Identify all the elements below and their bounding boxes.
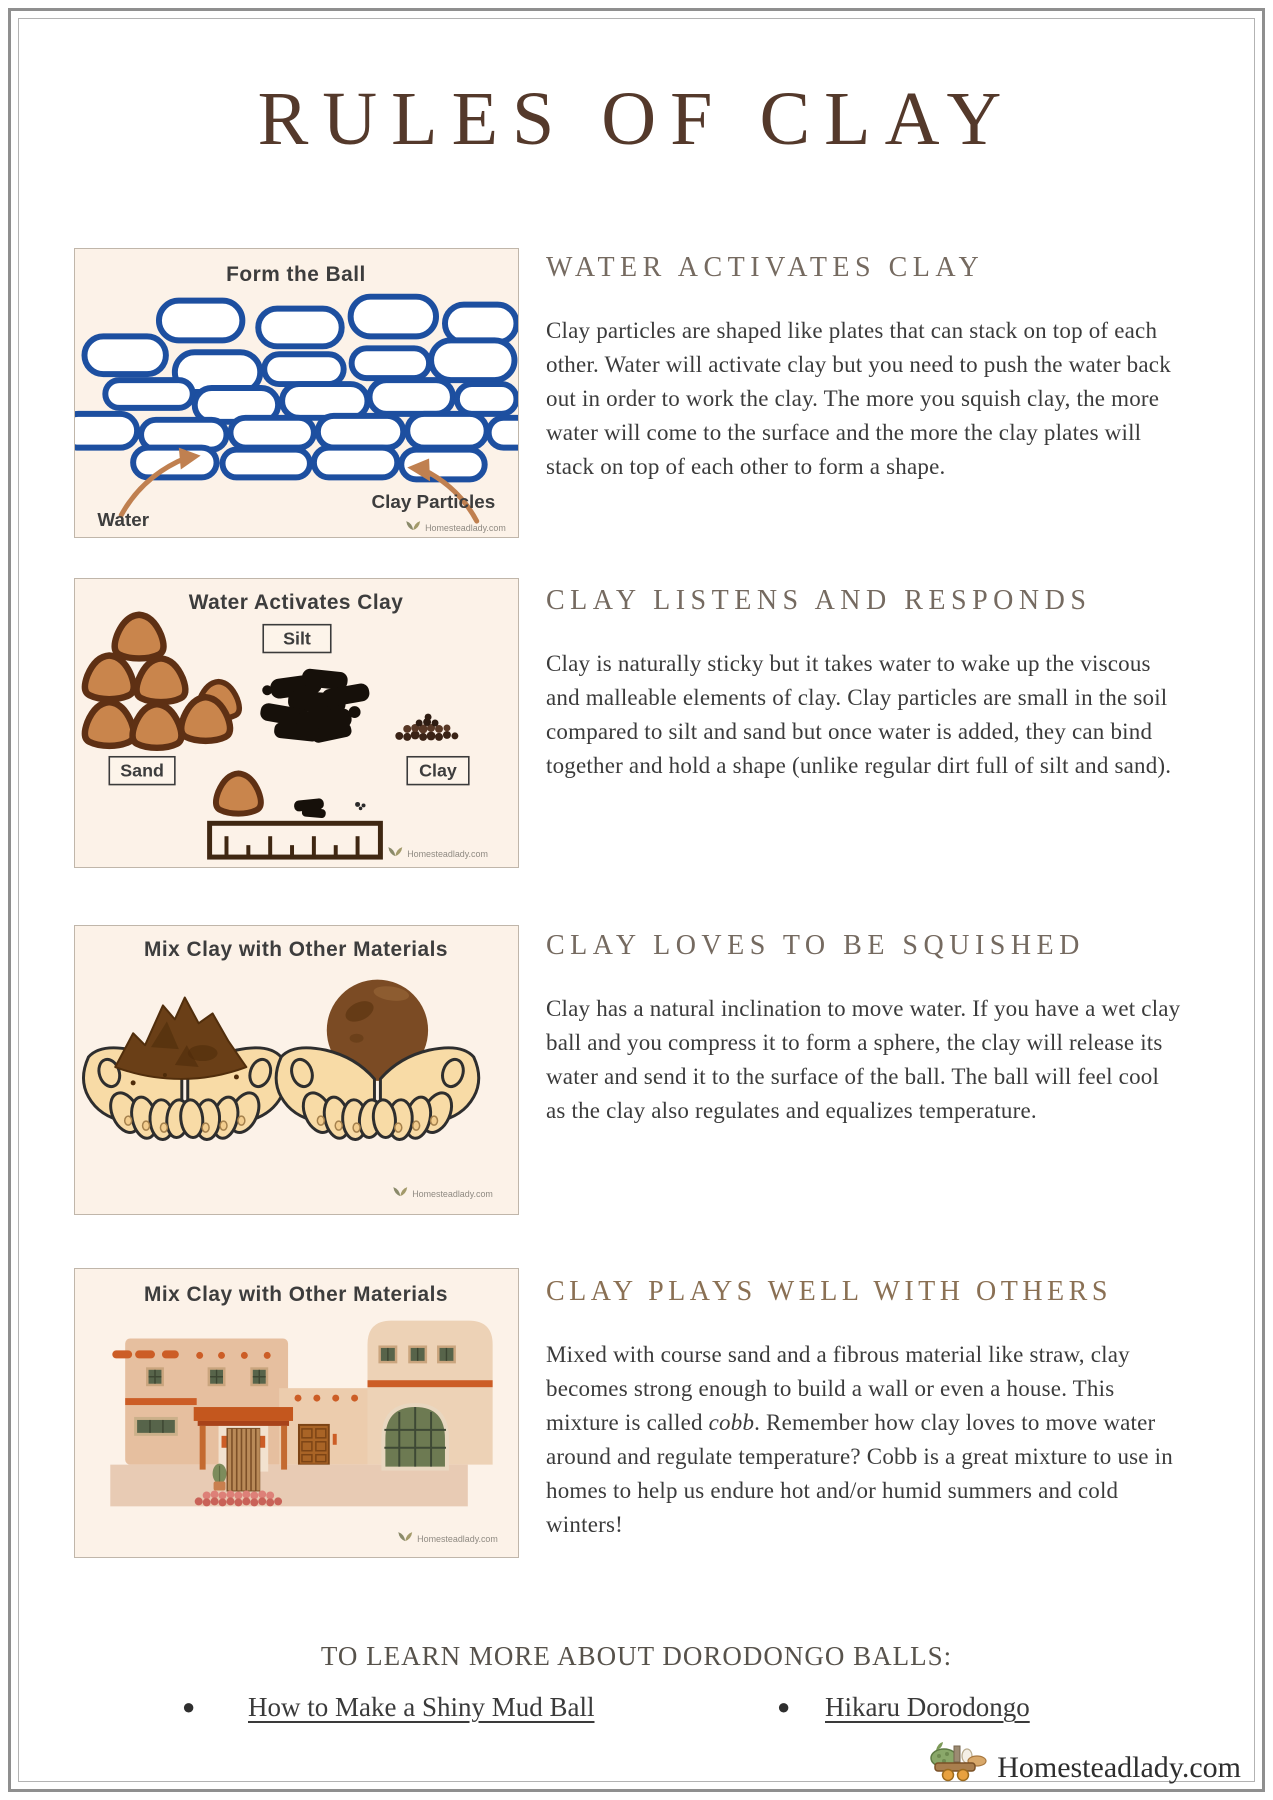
clay-label <box>407 757 469 785</box>
section-body: Clay has a natural inclination to move water. If you have a wet clay ball and you compress it to form a sphere, the clay will release its water and send it to the surface of the ball. The ball will feel cool as the clay also regulates and equalizes temperature. <box>546 996 1181 1123</box>
footer-brand <box>927 1738 1241 1784</box>
sprout-icon <box>413 521 420 530</box>
illustration-title: Mix Clay with Other Materials <box>144 937 448 961</box>
clay-particles-diagram <box>75 249 518 537</box>
page-title: RULES OF CLAY <box>257 77 1016 161</box>
illustration-title: Water Activates Clay <box>188 590 404 614</box>
ruler <box>210 823 381 857</box>
clay-pile <box>395 714 458 741</box>
illustration-title: Mix Clay with Other Materials <box>144 1282 448 1306</box>
watermark <box>406 521 506 533</box>
svg-text:Silt: Silt <box>283 628 311 649</box>
sprout-icon <box>406 521 413 530</box>
tower-windows <box>378 1345 455 1363</box>
illustration-card-hands <box>74 925 519 1215</box>
watermark-text: Homesteadlady.com <box>425 523 506 534</box>
flower-steps <box>195 1490 282 1506</box>
svg-text:Sand: Sand <box>120 760 164 781</box>
section-water-activates-clay <box>546 252 1182 484</box>
learn-more-heading: TO LEARN MORE ABOUT DORODONGO BALLS: <box>320 1641 953 1671</box>
watermark-text: Homesteadlady.com <box>417 1534 498 1545</box>
section-body: Clay is naturally sticky but it takes water to wake up the viscous and malleable elements of clay. Clay particles are small in the soil compared to silt and sand but once water is added, they can bind together and hold a shape (unlike regular dirt full of silt and sand). <box>546 651 1172 778</box>
section-heading: CLAY LISTENS AND RESPONDS <box>546 585 1092 616</box>
illustration-card-adobe-house <box>74 1268 519 1558</box>
silt-cluster <box>259 668 371 744</box>
silt-label <box>263 625 331 653</box>
homestead-cart-logo-icon <box>927 1738 989 1784</box>
bullet-icon: ● <box>777 1694 791 1719</box>
arched-window <box>383 1405 447 1469</box>
section-body <box>546 1338 1182 1542</box>
illustration-card-soil-particles <box>74 578 519 868</box>
watermark-text: Homesteadlady.com <box>407 849 488 860</box>
watermark <box>398 1532 498 1544</box>
svg-text:Clay: Clay <box>419 760 457 781</box>
sprout-icon <box>393 1187 400 1196</box>
section-heading: CLAY PLAYS WELL WITH OTHERS <box>546 1276 1112 1307</box>
wooden-door <box>299 1425 329 1465</box>
brand-text: Homesteadlady.com <box>997 1751 1241 1784</box>
body-text: Mixed with course sand and a fibrous material like straw, clay becomes strong enough to build a wall or even a house. This mixture is called <box>546 1342 1130 1435</box>
clay-particles-label: Clay Particles <box>371 491 496 513</box>
section-clay-squished <box>546 930 1182 1128</box>
body-text: . Remember how clay loves to move water around and regulate temperature? Cobb is a great mixture to use in homes to help us endure hot and/or humid summers and cold winters! <box>546 1410 1173 1537</box>
section-heading: CLAY LOVES TO BE SQUISHED <box>546 930 1085 961</box>
loose-clay-pile <box>115 998 246 1086</box>
soil-particle-size-diagram <box>75 579 518 867</box>
body-text-italic: cobb <box>708 1410 755 1435</box>
section-clay-plays-well <box>546 1276 1182 1542</box>
link-shiny-mud-ball[interactable]: How to Make a Shiny Mud Ball <box>248 1692 595 1722</box>
illustration-card-clay-particles <box>74 248 519 538</box>
clay-particle-plates <box>75 297 518 480</box>
hands-holding-clay-diagram <box>75 926 518 1214</box>
sprout-icon <box>405 1532 412 1541</box>
sprout-icon <box>388 847 395 856</box>
cactus <box>213 1464 227 1491</box>
watermark <box>393 1187 493 1199</box>
adobe-house <box>110 1321 492 1507</box>
sand-label <box>109 757 175 785</box>
bullet-icon: ● <box>182 1694 196 1719</box>
sprout-icon <box>395 847 402 856</box>
water-label: Water <box>97 509 150 531</box>
illustration-title: Form the Ball <box>226 262 366 286</box>
watermark <box>388 847 488 859</box>
section-body: Clay particles are shaped like plates that can stack on top of each other. Water will activate clay but you need to push the water back out in order to work the clay. The more you squish clay, the more water will come to the surface and the more the clay plates will stack on top of each other to form a shape. <box>546 318 1171 479</box>
sand-grain-pile <box>85 615 239 748</box>
link-hikaru-dorodongo[interactable]: Hikaru Dorodongo <box>825 1692 1030 1722</box>
size-comparison-row <box>216 773 366 818</box>
section-heading: WATER ACTIVATES CLAY <box>546 252 985 283</box>
list-item <box>777 1692 1030 1723</box>
adobe-house-diagram <box>75 1269 518 1557</box>
sprout-icon <box>398 1532 405 1541</box>
watermark-text: Homesteadlady.com <box>412 1189 493 1200</box>
sprout-icon <box>400 1187 407 1196</box>
section-clay-listens <box>546 585 1182 783</box>
list-item <box>182 1692 594 1723</box>
